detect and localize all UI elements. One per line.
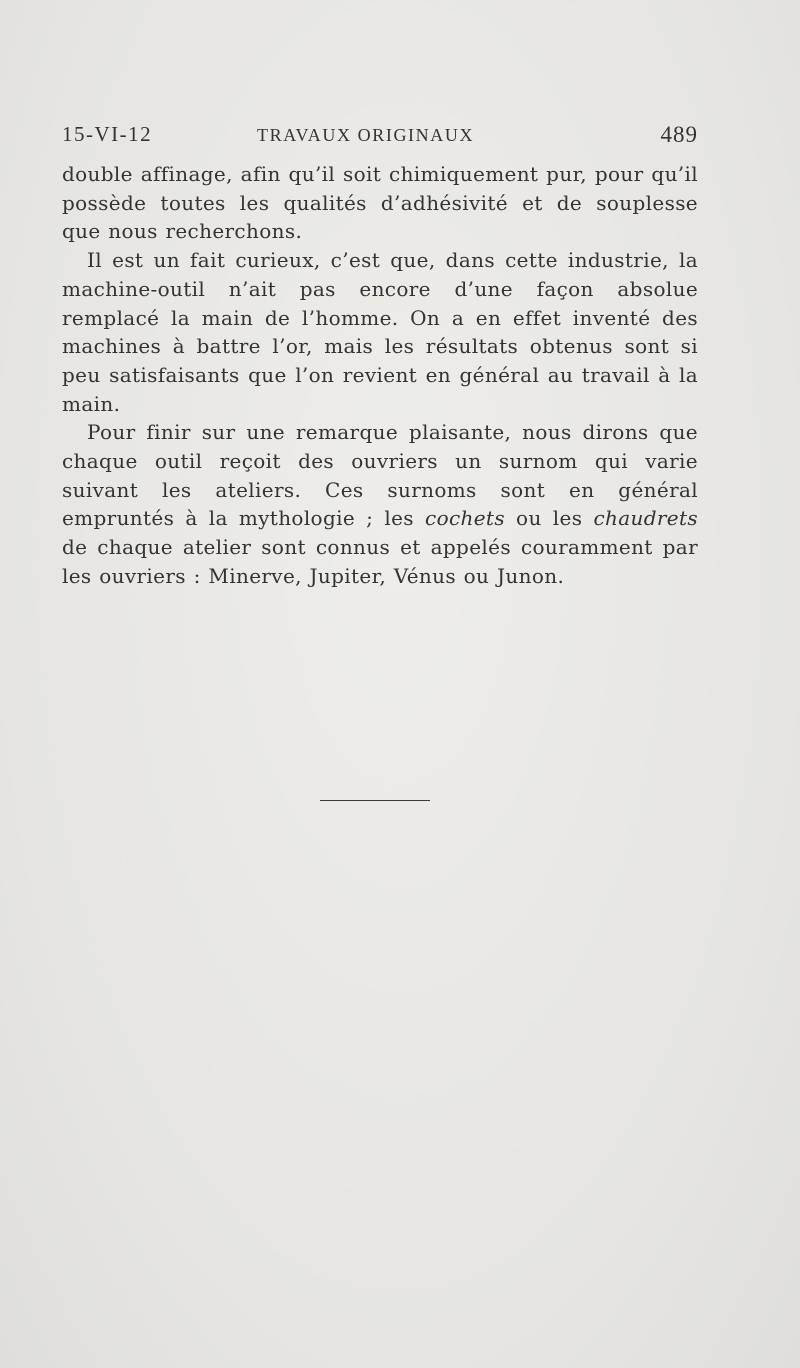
running-head (62, 122, 698, 152)
page-number: 489 (660, 122, 698, 147)
paragraph-1: double affinage, afin qu’il soit chimiquement pur, pour qu’il possède toutes les qualités d’adhésivité et de souplesse que nous recherchons. (62, 162, 698, 244)
paragraph-2: Il est un fait curieux, c’est que, dans cette industrie, la machine-outil n’ait pas encore d’une façon absolue remplacé la main de l’homme. On a en effet inventé des machines à battre l’or, mais les résultats obtenus sont si peu satisfaisants que l’on revient en général au travail à la main. (62, 248, 698, 416)
header-date: 15-VI-12 (62, 122, 153, 146)
paragraph-3-text-a: Pour finir sur une remarque plaisante, nous dirons que chaque outil reçoit des ouvriers un surnom qui varie suivant les ateliers. Ces surnoms sont en général empruntés à la mythologie ; les (62, 420, 698, 531)
paragraph-3-text-b: ou les (504, 506, 594, 531)
term-cochets: cochets (425, 506, 505, 531)
term-chaudrets: chaudrets (593, 506, 698, 531)
paragraph-3-text-c: de chaque atelier sont connus et appelés couramment par les ouvriers : Minerve, Jupiter, Vénus ou Junon. (62, 535, 698, 588)
end-rule (320, 800, 430, 801)
header-title: TRAVAUX ORIGINAUX (257, 125, 475, 145)
body-text (62, 160, 698, 591)
paragraph-3 (62, 418, 698, 590)
